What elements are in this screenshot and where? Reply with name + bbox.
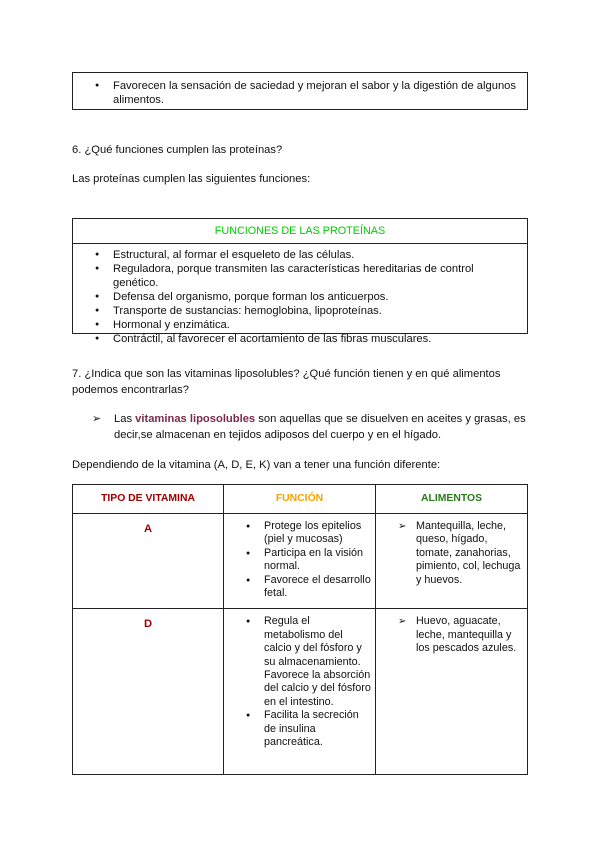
vitamin-table bbox=[72, 484, 528, 775]
function-cell bbox=[224, 609, 376, 775]
liposoluble-definition: ➢ Las vitaminas liposolubles son aquellas que se disuelven en aceites y grasas, es decir,se almacenan en tejidos adiposos del cuerpo y en el hígado. bbox=[92, 413, 526, 441]
question-6: 6. ¿Qué funciones cumplen las proteínas? bbox=[72, 144, 283, 156]
table-row bbox=[73, 514, 528, 609]
foods-cell bbox=[376, 514, 528, 609]
header-vitamin-type: TIPO DE VITAMINA bbox=[73, 485, 224, 514]
list-item: ➢ Huevo, aguacate, leche, mantequilla y los pescados azules. bbox=[376, 615, 523, 655]
table-header-row bbox=[73, 485, 528, 514]
protein-functions-box bbox=[72, 218, 528, 345]
list-item: ● Hormonal y enzimática. bbox=[87, 318, 521, 332]
vitamin-letter: A bbox=[73, 514, 224, 609]
header-function: FUNCIÓN bbox=[224, 485, 376, 514]
function-cell bbox=[224, 514, 376, 609]
foods-list bbox=[376, 520, 523, 587]
saciedad-list bbox=[87, 79, 519, 107]
highlight-term: vitaminas liposolubles bbox=[135, 413, 256, 425]
arrow-bullet-icon: ➢ bbox=[92, 413, 102, 425]
saciedad-box bbox=[72, 72, 528, 110]
foods-cell bbox=[376, 609, 528, 775]
vitamin-intro: Dependiendo de la vitamina (A, D, E, K) van a tener una función diferente: bbox=[72, 459, 441, 471]
table-row bbox=[73, 609, 528, 775]
list-item: ● Contráctil, al favorecer el acortamiento de las fibras musculares. bbox=[87, 332, 521, 346]
protein-functions-list bbox=[73, 244, 527, 346]
list-item: ● Facilita la secreción de insulina pancreática. bbox=[224, 709, 371, 749]
list-item: ● Defensa del organismo, porque forman los anticuerpos. bbox=[87, 290, 521, 304]
list-item: ● Estructural, al formar el esqueleto de las células. bbox=[87, 248, 521, 262]
vitamin-letter: D bbox=[73, 609, 224, 775]
list-item: ● Regula el metabolismo del calcio y del fósforo y su almacenamiento. Favorece la absorción del calcio y del fósforo en el intestino. bbox=[224, 615, 371, 709]
function-list bbox=[224, 520, 371, 600]
protein-functions-title: FUNCIONES DE LAS PROTEÍNAS bbox=[73, 219, 527, 244]
foods-list bbox=[376, 615, 523, 655]
list-item: ➢ Mantequilla, leche, queso, hígado, tomate, zanahorias, pimiento, col, lechuga y huevos. bbox=[376, 520, 523, 587]
list-item: ● Reguladora, porque transmiten las características hereditarias de control genético. bbox=[87, 262, 521, 290]
function-list bbox=[224, 615, 371, 749]
list-item: ● Transporte de sustancias: hemoglobina, lipoproteínas. bbox=[87, 304, 521, 318]
list-item: ● Favorece el desarrollo fetal. bbox=[224, 574, 371, 601]
list-item: ● Participa en la visión normal. bbox=[224, 547, 371, 574]
header-foods: ALIMENTOS bbox=[376, 485, 528, 514]
list-item: ● Favorecen la sensación de saciedad y mejoran el sabor y la digestión de algunos alimentos. bbox=[87, 79, 519, 107]
question-6-intro: Las proteínas cumplen las siguientes funciones: bbox=[72, 173, 311, 185]
question-7: 7. ¿Indica que son las vitaminas liposolubles? ¿Qué función tienen y en qué alimentos podemos encontrarlas? bbox=[72, 368, 501, 396]
list-item: ● Protege los epitelios (piel y mucosas) bbox=[224, 520, 371, 547]
